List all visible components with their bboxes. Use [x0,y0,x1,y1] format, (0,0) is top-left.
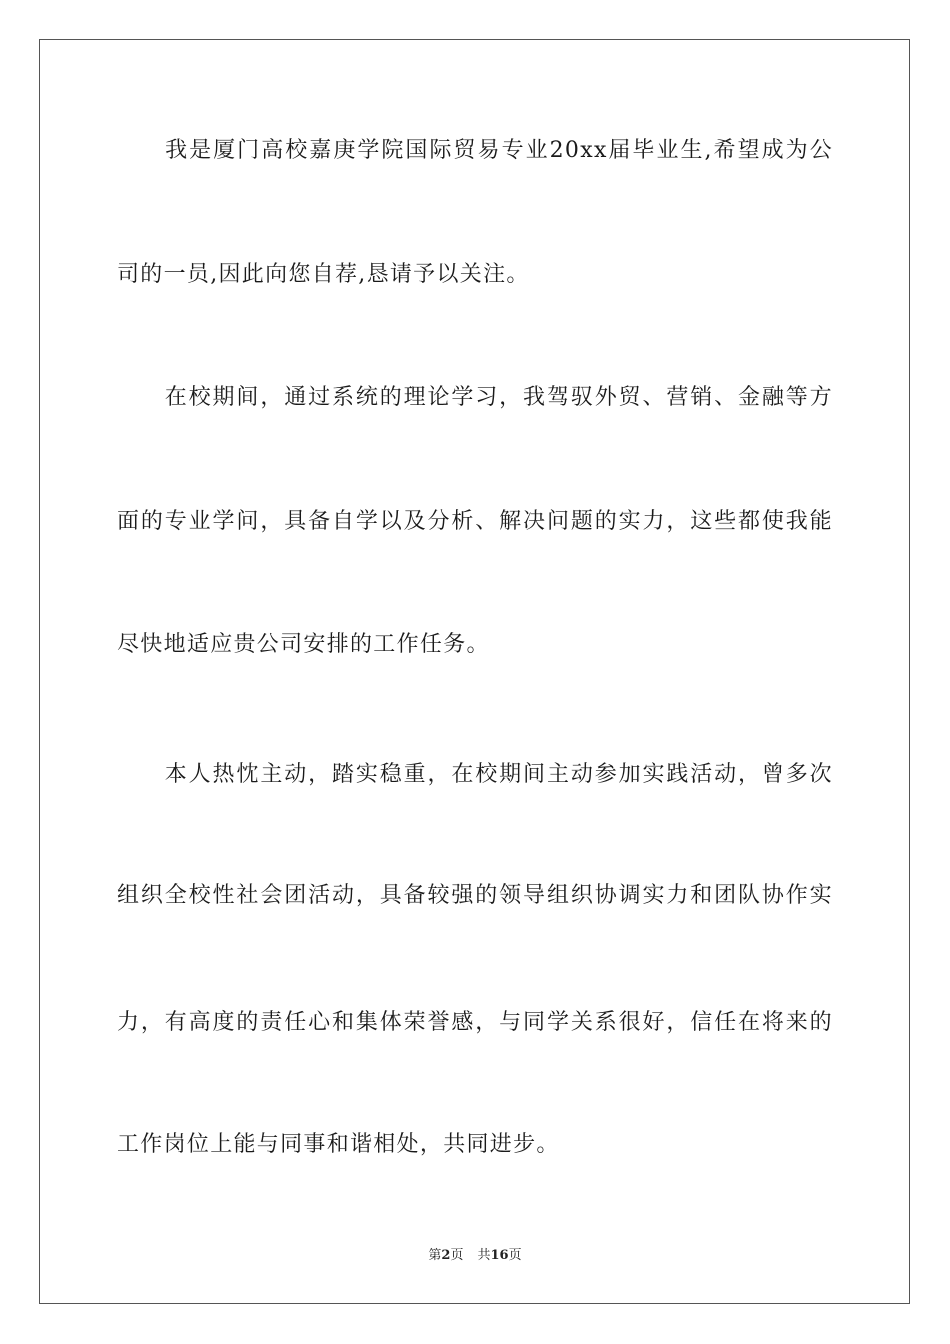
page-border [39,39,910,1304]
text-line: 本人热忱主动，踏实稳重，在校期间主动参加实践活动，曾多次 [117,762,833,787]
text-line: 在校期间，通过系统的理论学习，我驾驭外贸、营销、金融等方 [117,385,833,410]
text-line: 我是厦门高校嘉庚学院国际贸易专业20xx届毕业生,希望成为公 [117,138,833,163]
total-prefix: 共 [477,1248,491,1263]
page-suffix: 页 [450,1248,464,1263]
text-line: 面的专业学问，具备自学以及分析、解决问题的实力，这些都使我能 [117,509,833,534]
page-footer [0,1247,950,1265]
text-line: 工作岗位上能与同事和谐相处，共同进步。 [117,1132,560,1157]
total-suffix: 页 [508,1248,522,1263]
text-line: 尽快地适应贵公司安排的工作任务。 [117,632,490,657]
total-pages: 16 [490,1248,509,1263]
page-prefix: 第 [428,1248,442,1263]
text-line: 力，有高度的责任心和集体荣誉感，与同学关系很好，信任在将来的 [117,1010,833,1035]
text-line: 组织全校性社会团活动，具备较强的领导组织协调实力和团队协作实 [117,883,833,908]
page-number: 2 [441,1248,451,1263]
text-line: 司的一员,因此向您自荐,恳请予以关注。 [117,262,530,287]
